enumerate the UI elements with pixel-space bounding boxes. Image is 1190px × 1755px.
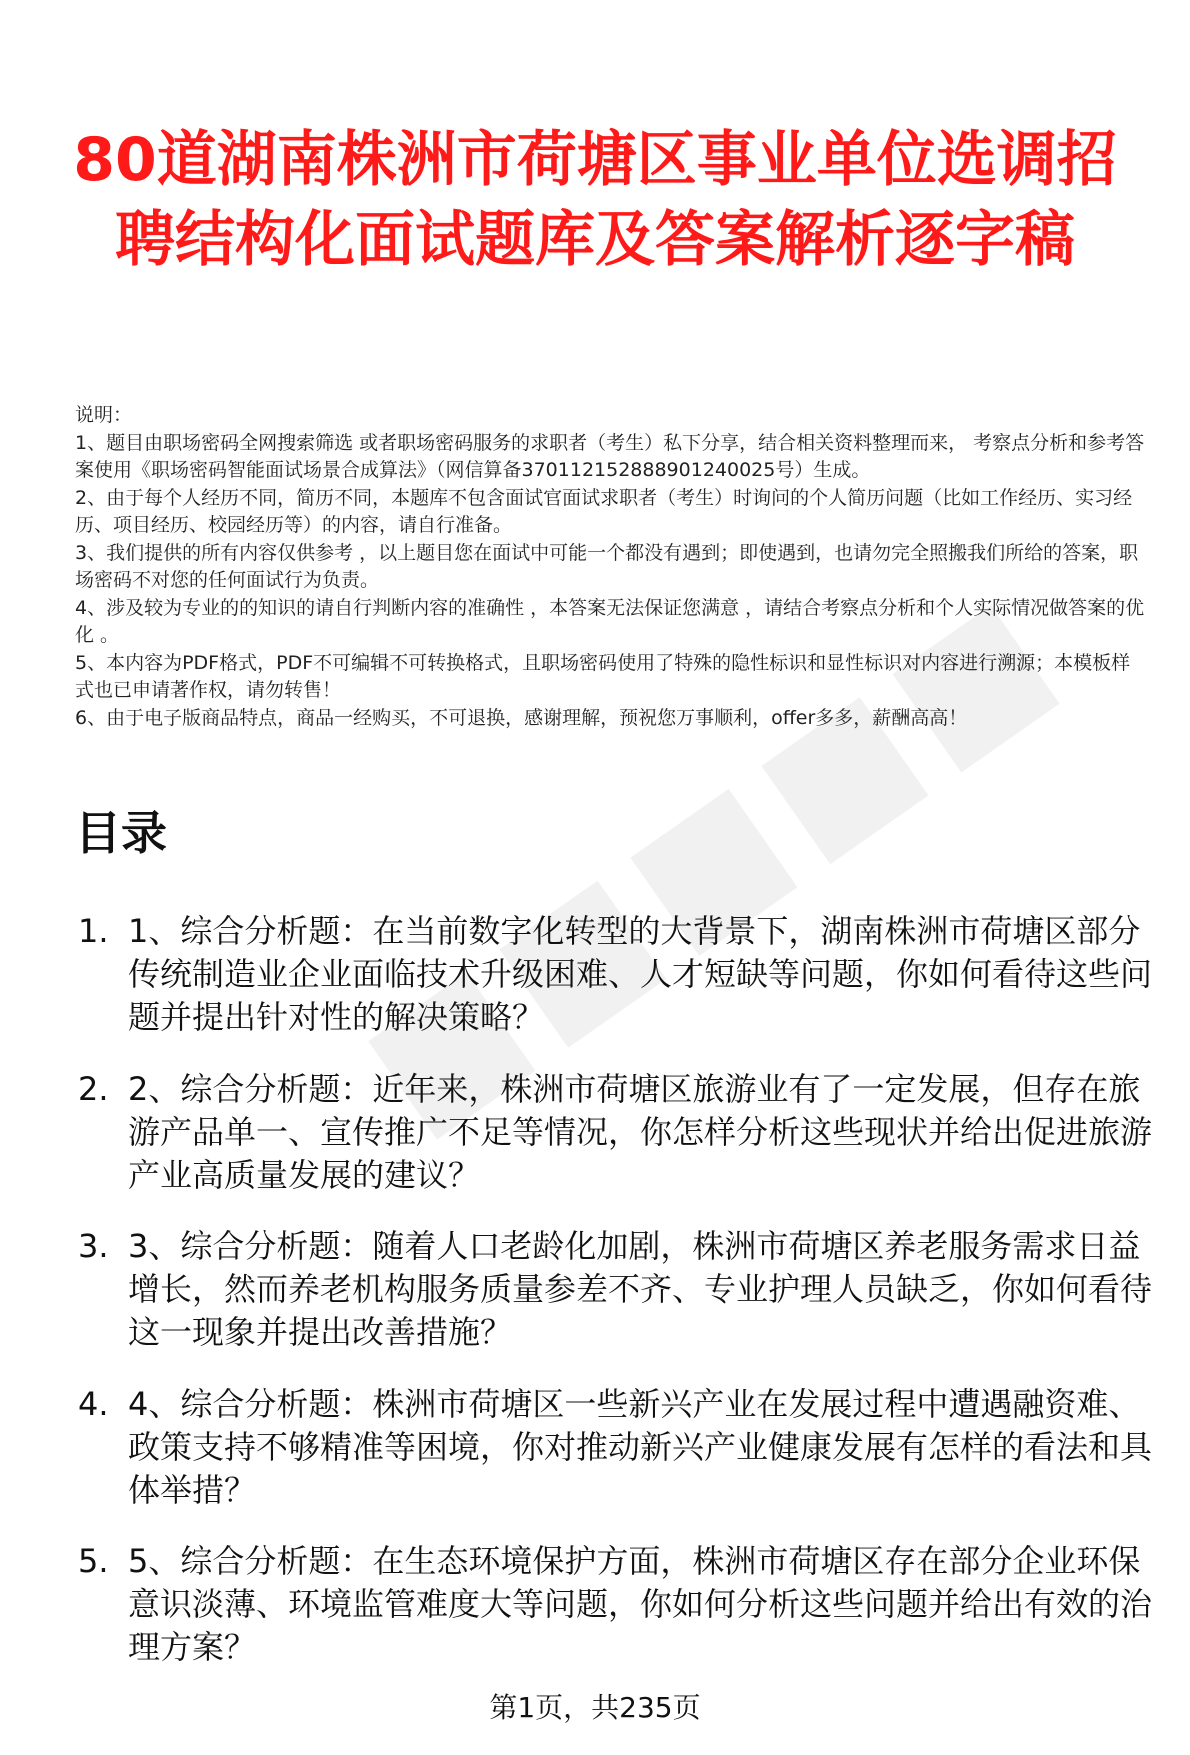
note-item: 6、由于电子版商品特点，商品一经购买，不可退换，感谢理解，预祝您万事顺利，offer多多，薪酬高高！ bbox=[75, 706, 968, 729]
toc-item-text: 2、综合分析题：近年来，株洲市荷塘区旅游业有了一定发展，但存在旅游产品单一、宣传推广不足等情况，你怎样分析这些现状并给出促进旅游产业高质量发展的建议？ bbox=[128, 1069, 1153, 1194]
toc-item[interactable] bbox=[78, 1540, 1168, 1669]
page-footer: 第1页，共235页 bbox=[489, 1691, 701, 1724]
toc-item[interactable] bbox=[78, 1225, 1168, 1354]
toc-item-text: 5、综合分析题：在生态环境保护方面，株洲市荷塘区存在部分企业环保意识淡薄、环境监管难度大等问题，你如何分析这些问题并给出有效的治理方案？ bbox=[128, 1542, 1153, 1667]
note-item: 1、题目由职场密码全网搜索筛选 或者职场密码服务的求职者（考生）私下分享，结合相关资料整理而来， 考察点分析和参考答案使用《职场密码智能面试场景合成算法》（网信算备370112152888901240025号）生成。 bbox=[75, 431, 1145, 481]
notes-header: 说明： bbox=[75, 404, 133, 426]
toc-item-text: 4、综合分析题：株洲市荷塘区一些新兴产业在发展过程中遭遇融资难、政策支持不够精准等困境，你对推动新兴产业健康发展有怎样的看法和具体举措？ bbox=[128, 1384, 1153, 1509]
note-item: 5、本内容为PDF格式，PDF不可编辑不可转换格式，且职场密码使用了特殊的隐性标识和显性标识对内容进行溯源；本模板样式也已申请著作权，请勿转售！ bbox=[75, 651, 1131, 701]
toc-item-number: 4. bbox=[78, 1384, 109, 1423]
toc-item[interactable] bbox=[78, 910, 1168, 1039]
toc-heading: 目录 bbox=[75, 806, 167, 860]
toc-item[interactable] bbox=[78, 1068, 1168, 1197]
toc-item[interactable] bbox=[78, 1383, 1168, 1512]
note-item: 4、涉及较为专业的的知识的请自行判断内容的准确性 ，本答案无法保证您满意 ，请结合考察点分析和个人实际情况做答案的优化 。 bbox=[75, 596, 1145, 646]
toc-item-text: 3、综合分析题：随着人口老龄化加剧，株洲市荷塘区养老服务需求日益增长，然而养老机构服务质量参差不齐、专业护理人员缺乏，你如何看待这一现象并提出改善措施？ bbox=[128, 1227, 1153, 1352]
note-item: 3、我们提供的所有内容仅供参考 ，以上题目您在面试中可能一个都没有遇到；即使遇到，也请勿完全照搬我们所给的答案，职场密码不对您的任何面试行为负责。 bbox=[75, 541, 1139, 591]
toc-item-number: 3. bbox=[78, 1227, 109, 1266]
toc-item-number: 2. bbox=[78, 1069, 109, 1108]
toc-list bbox=[78, 910, 1168, 1698]
toc-item-number: 1. bbox=[78, 912, 109, 950]
notes-section bbox=[75, 402, 1155, 732]
note-item: 2、由于每个人经历不同，简历不同，本题库不包含面试官面试求职者（考生）时询问的个人简历问题（比如工作经历、实习经历、项目经历、校园经历等）的内容，请自行准备。 bbox=[75, 486, 1133, 536]
toc-item-text: 1、综合分析题：在当前数字化转型的大背景下，湖南株洲市荷塘区部分传统制造业企业面临技术升级困难、人才短缺等问题，你如何看待这些问题并提出针对性的解决策略？ bbox=[128, 912, 1153, 1036]
toc-item-number: 5. bbox=[78, 1542, 109, 1581]
document-title: 80道湖南株洲市荷塘区事业单位选调招聘结构化面试题库及答案解析逐字稿 bbox=[73, 125, 1117, 275]
